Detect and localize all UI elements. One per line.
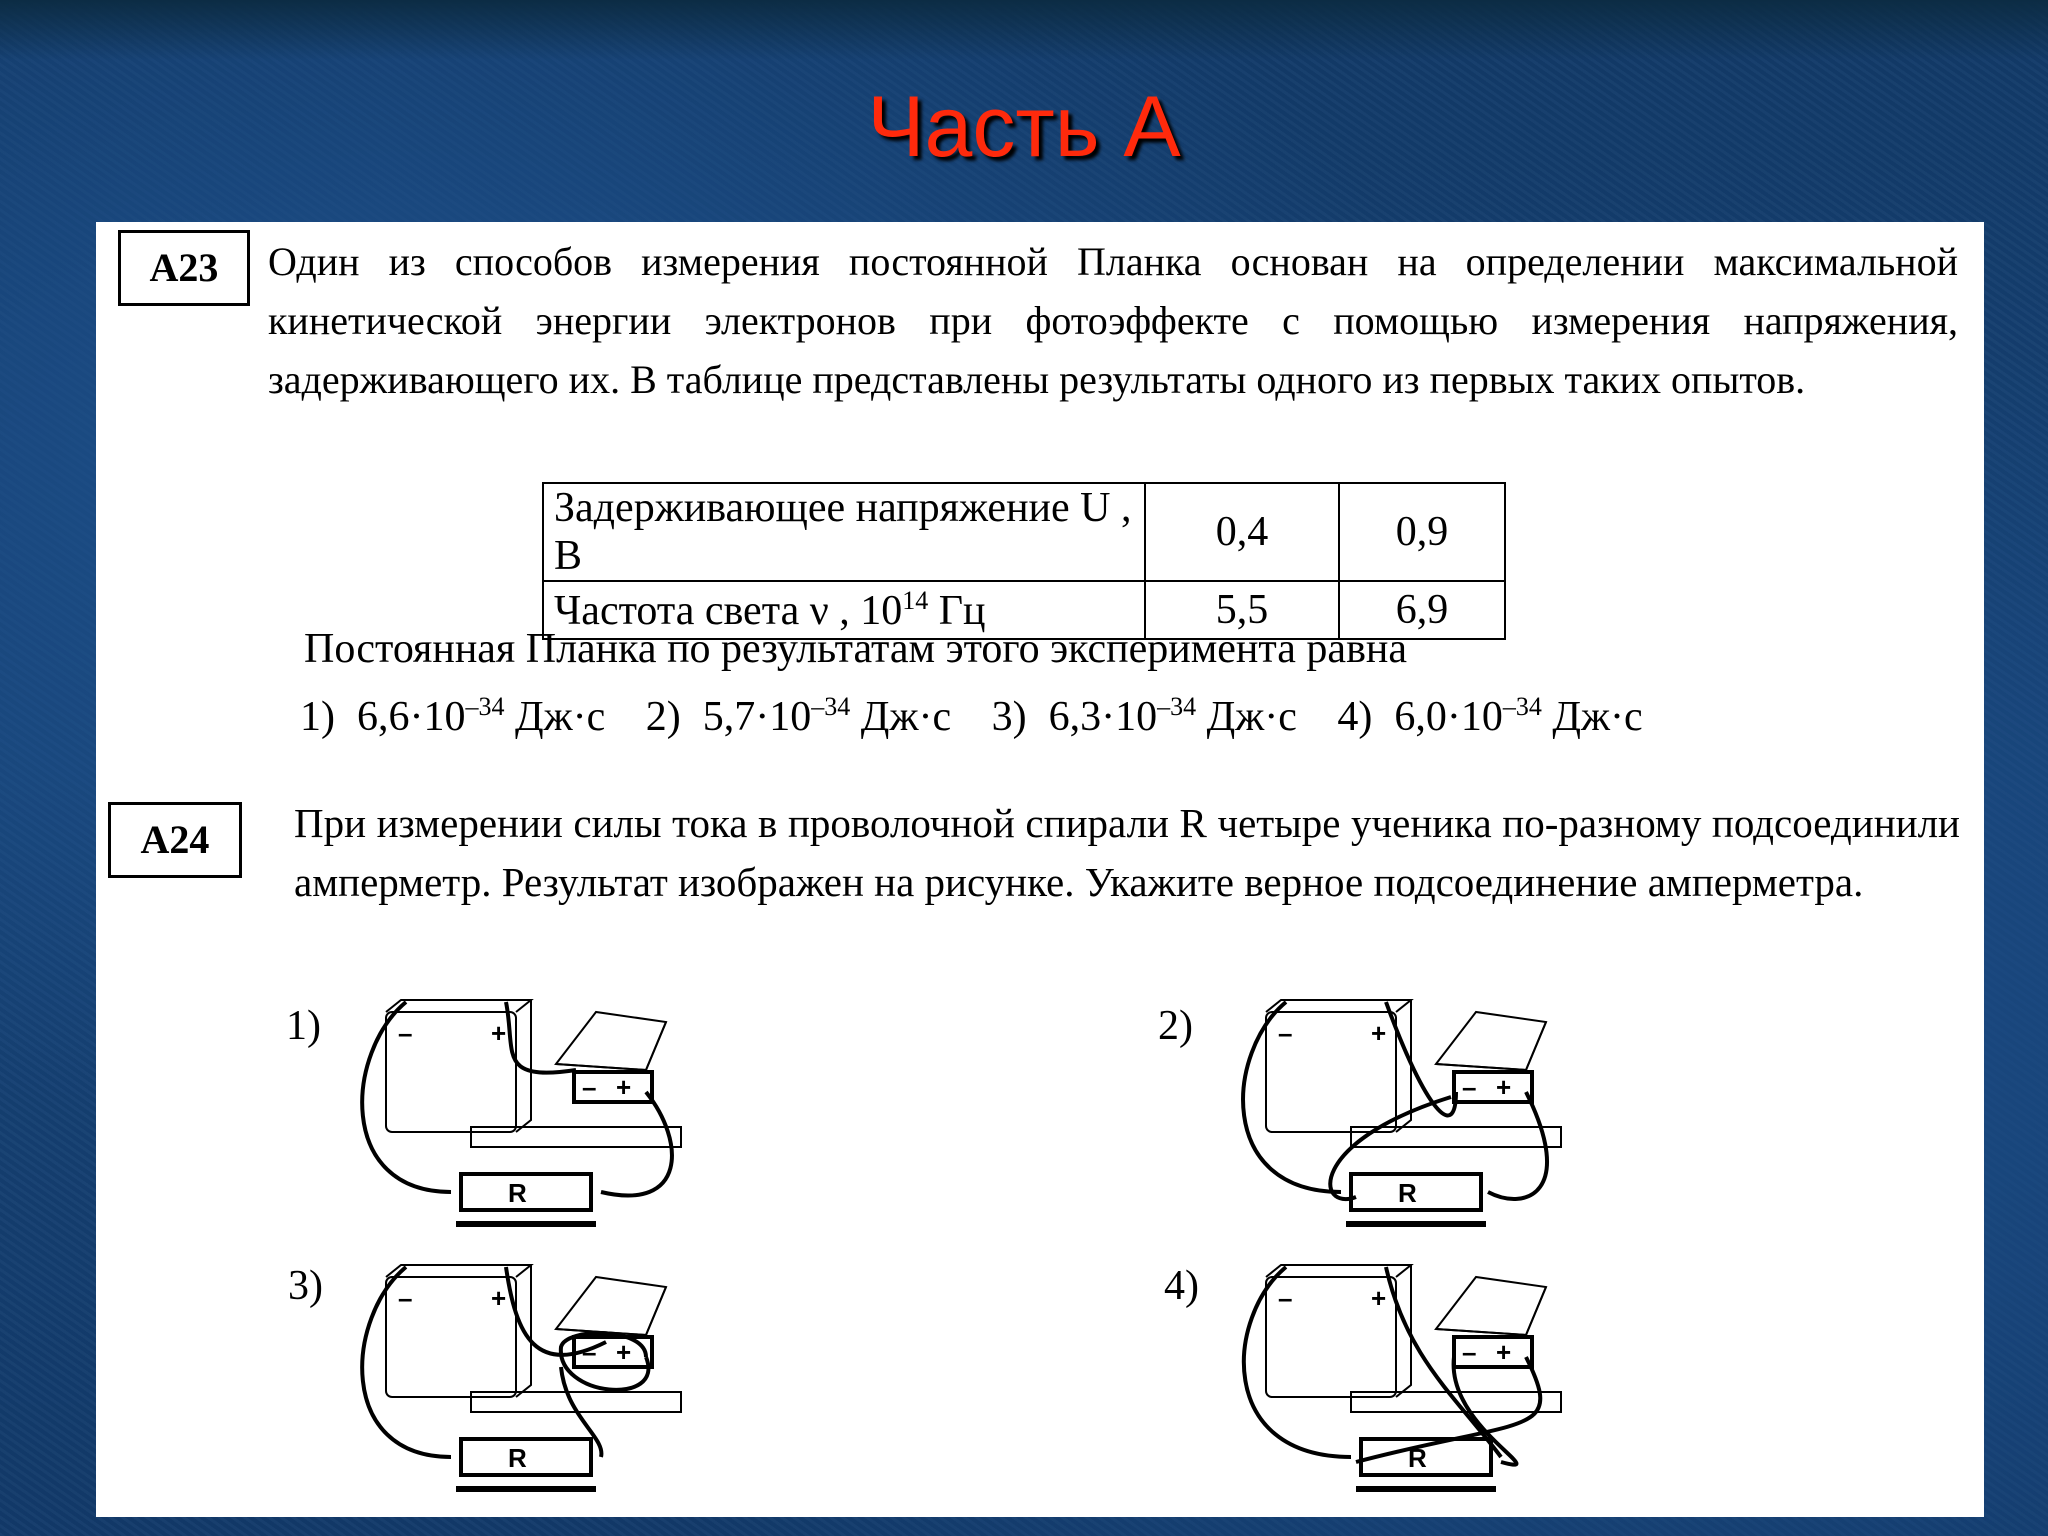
table-row (543, 483, 1505, 581)
battery-minus: – (398, 1283, 413, 1313)
question-label-a24: А24 (108, 802, 242, 878)
option-number: 1) (300, 694, 335, 740)
answer-option-3[interactable] (992, 692, 1297, 741)
option-unit: Дж·с (1196, 694, 1297, 740)
a23-text: Один из способов измерения постоянной Планка основан на определении максимальной кинетической энергии электронов при фотоэффекте с помощью измерения напряжения, задерживающего их. В таблице представлены результаты одного из первых таких опытов. (268, 239, 1958, 402)
battery-plus: + (1371, 1283, 1387, 1313)
option-unit: Дж·с (504, 694, 606, 740)
figure-3-label[interactable]: 3) (288, 1263, 323, 1309)
option-exponent: –34 (811, 692, 851, 721)
ammeter-minus: – (582, 1072, 597, 1102)
unit: Гц (928, 587, 986, 634)
ammeter-minus: – (582, 1337, 597, 1367)
table-cell: 5,5 (1145, 581, 1339, 639)
a24-text: При измерении силы тока в проволочной спирали R четыре ученика по-разному подсоединили амперметр. Результат изображен на рисунке. Укажите верное подсоединение амперметра. (294, 800, 1960, 905)
resistor-label: R (508, 1178, 527, 1208)
option-exponent: –34 (465, 692, 505, 721)
option-unit: Дж·с (1541, 694, 1643, 740)
answer-option-4[interactable] (1337, 692, 1642, 741)
option-exponent: –34 (1157, 692, 1197, 721)
answer-option-2[interactable] (646, 692, 951, 741)
figure-1-label[interactable]: 1) (286, 1003, 321, 1049)
option-value: 6,3·10 (1048, 694, 1158, 740)
table-cell: 0,9 (1339, 483, 1505, 581)
top-band (0, 0, 2048, 60)
circuit-diagram-3 (346, 1257, 956, 1507)
option-value: 5,7·10 (702, 694, 812, 740)
ammeter-plus: + (616, 1337, 632, 1367)
table-cell: 0,4 (1145, 483, 1339, 581)
circuit-diagram-2 (1226, 992, 1846, 1242)
battery-plus: + (1371, 1018, 1387, 1048)
ammeter-plus: + (1496, 1072, 1512, 1102)
option-value: 6,0·10 (1394, 694, 1503, 740)
option-value: 6,6·10 (357, 694, 466, 740)
figure-2-label[interactable]: 2) (1158, 1003, 1193, 1049)
resistor-label: R (1398, 1178, 1417, 1208)
circuit-diagram-4 (1226, 1257, 1846, 1507)
battery-plus: + (491, 1018, 507, 1048)
answer-options (300, 692, 1673, 741)
resistor-label: R (1408, 1443, 1427, 1473)
circuit-diagram-1 (346, 992, 956, 1242)
question-label-a23: А23 (118, 230, 250, 306)
frequency-label: Частота света ν , 10 (554, 587, 903, 634)
ammeter-minus: – (1462, 1337, 1477, 1367)
table-cell: 6,9 (1339, 581, 1505, 639)
ammeter-plus: + (616, 1072, 632, 1102)
option-number: 3) (991, 694, 1027, 740)
data-table (542, 482, 1506, 640)
a23-question: Постоянная Планка по результатам этого эксперимента равна (304, 626, 1408, 672)
option-exponent: –34 (1502, 692, 1542, 721)
ammeter-plus: + (1496, 1337, 1512, 1367)
task-sheet (96, 222, 1984, 1517)
exponent: 14 (902, 585, 929, 615)
slide-title: Часть А (867, 79, 1181, 175)
table-cell: Задерживающее напряжение U , В (543, 483, 1145, 581)
option-number: 2) (645, 694, 681, 740)
option-number: 4) (1337, 694, 1373, 740)
battery-plus: + (491, 1283, 507, 1313)
battery-minus: – (1278, 1018, 1293, 1048)
answer-option-1[interactable] (300, 692, 605, 741)
resistor-label: R (508, 1443, 527, 1473)
battery-minus: – (398, 1018, 413, 1048)
figure-4-label[interactable]: 4) (1164, 1263, 1199, 1309)
battery-minus: – (1278, 1283, 1293, 1313)
ammeter-minus: – (1462, 1072, 1477, 1102)
option-unit: Дж·с (850, 694, 952, 740)
